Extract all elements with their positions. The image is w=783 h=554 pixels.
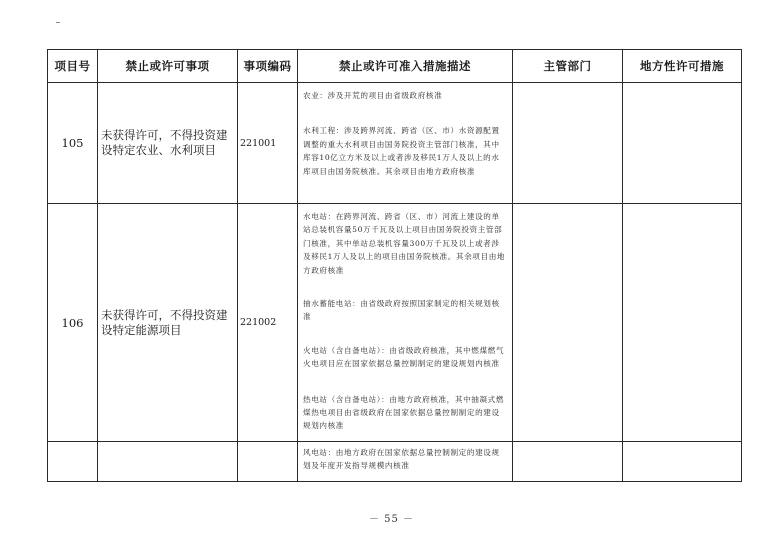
table-row (48, 204, 742, 442)
row-dept (513, 83, 623, 204)
header-no: 项目号 (48, 50, 98, 83)
header-local: 地方性许可措施 (623, 50, 742, 83)
header-dept: 主管部门 (513, 50, 623, 83)
table-header-row (48, 50, 742, 83)
desc-segment: 热电站（含自备电站）：由地方政府核准，其中抽凝式燃煤热电项目由省级政府在国家依据总量控制制定的建设规划内核准 (303, 394, 505, 431)
desc-segment: 风电站：由地方政府在国家依据总量控制制定的建设规划及年度开发指导规模内核准 (303, 448, 500, 471)
header-item: 禁止或许可事项 (98, 50, 238, 83)
row-item: 未获得许可，不得投资建设特定能源项目 (98, 204, 238, 442)
row-no (48, 442, 98, 482)
row-no: 106 (48, 204, 98, 442)
row-item: 未获得许可，不得投资建设特定农业、水利项目 (98, 83, 238, 204)
page-number: － 55 － (368, 514, 415, 525)
desc-segment: 水利工程：涉及跨界河流、跨省（区、市）水资源配置调整的重大水利项目由国务院投资主管部门核准，其中库容10亿立方米及以上或者涉及移民1万人及以上的水库项目由国务院核准。其余项目由地方政府核准 (303, 126, 500, 176)
row-local (623, 83, 742, 204)
row-no: 105 (48, 83, 98, 204)
desc-segment: 火电站（含自备电站）：由省级政府核准，其中燃煤燃气火电项目应在国家依据总量控制制定的建设规划内核准 (303, 345, 505, 369)
desc-segment: 抽水蓄能电站：由省级政府按照国家制定的相关规划核准 (303, 299, 500, 322)
desc-segment: 农业：涉及开荒的项目由省级政府核准 (303, 91, 443, 100)
header-code: 事项编码 (238, 50, 298, 83)
row-code: 221001 (238, 83, 298, 204)
corner-mark (56, 22, 60, 23)
row-local (623, 442, 742, 482)
row-item (98, 442, 238, 482)
row-code: 221002 (238, 204, 298, 442)
row-code (238, 442, 298, 482)
row-desc (298, 83, 513, 204)
catalog-table (47, 49, 742, 482)
row-dept (513, 442, 623, 482)
row-desc (298, 204, 513, 442)
row-desc (298, 442, 513, 482)
row-local (623, 204, 742, 442)
table-row (48, 442, 742, 482)
row-dept (513, 204, 623, 442)
header-desc: 禁止或许可准入措施描述 (298, 50, 513, 83)
table-row (48, 83, 742, 204)
desc-segment: 水电站：在跨界河流、跨省（区、市）河流上建设的单站总装机容量50万千瓦及以上项目由国务院投资主管部门核准，其中单站总装机容量300万千瓦及以上或者涉及移民1万人及以上的项目由国务院核准。其余项目由地方政府核准 (303, 212, 506, 275)
